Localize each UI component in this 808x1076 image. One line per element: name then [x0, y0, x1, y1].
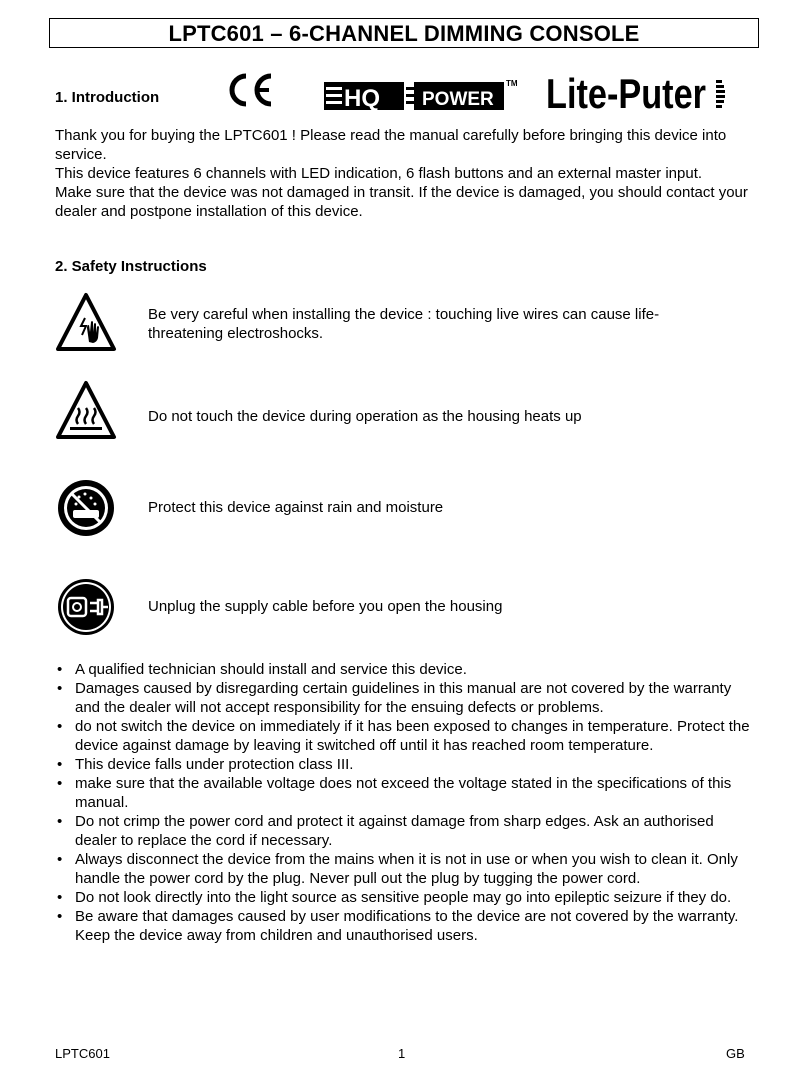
hot-surface-icon: [55, 380, 117, 442]
list-item: • Be aware that damages caused by user modifications to the device are not covered by the warranty. Keep the device away from children and unauthorised users.: [55, 907, 755, 945]
warning-text: Protect this device against rain and moisture: [148, 499, 444, 516]
footer-language: GB: [726, 1046, 745, 1061]
lite-puter-logo: [546, 66, 741, 116]
intro-paragraph: This device features 6 channels with LED indication, 6 flash buttons and an external master input.: [55, 165, 703, 182]
svg-text:HQ: HQ: [344, 85, 380, 112]
footer-model: LPTC601: [55, 1046, 110, 1061]
list-item: • make sure that the available voltage does not exceed the voltage stated in the specifications of this manual.: [55, 774, 755, 812]
svg-text:POWER: POWER: [422, 89, 494, 110]
rain-moisture-icon: [55, 477, 117, 539]
hq-power-logo: [322, 74, 522, 112]
list-item: • Always disconnect the device from the mains when it is not in use or when you wish to clean it. Only handle the power cord by the plug. Never pull out the plug by tugging the power cord.: [55, 850, 755, 888]
unplug-cable-icon: [55, 576, 117, 638]
list-item: • A qualified technician should install and service this device.: [55, 660, 755, 679]
ce-mark-logo: [226, 70, 276, 110]
list-item: • Do not look directly into the light source as sensitive people may go into epileptic seizure if they do.: [55, 888, 755, 907]
warning-text: Unplug the supply cable before you open the housing: [148, 598, 503, 615]
warning-text: Be very careful when installing the device : touching live wires can cause life-threatening electroshocks.: [148, 306, 660, 342]
list-item: • Do not crimp the power cord and protect it against damage from sharp edges. Ask an authorised dealer to replace the cord if necessary.: [55, 812, 755, 850]
safety-bullet-list: [55, 660, 755, 945]
list-item: • Damages caused by disregarding certain guidelines in this manual are not covered by the warranty and the dealer will not accept responsibility for the ensuing defects or problems.: [55, 679, 755, 717]
svg-text:Lite-Puter: Lite-Puter: [546, 70, 706, 116]
svg-text:TM: TM: [506, 79, 518, 88]
intro-text: [55, 126, 755, 221]
electric-shock-hand-icon: [55, 292, 117, 354]
safety-heading: 2. Safety Instructions: [55, 258, 207, 275]
list-item: • This device falls under protection class III.: [55, 755, 755, 774]
warning-text: Do not touch the device during operation as the housing heats up: [148, 408, 582, 425]
intro-paragraph: Make sure that the device was not damaged in transit. If the device is damaged, you should contact your dealer and postpone installation of this device.: [55, 184, 748, 220]
page-title: LPTC601 – 6-CHANNEL DIMMING CONSOLE: [49, 18, 759, 48]
intro-heading: 1. Introduction: [55, 89, 160, 106]
list-item: • do not switch the device on immediately if it has been exposed to changes in temperature. Protect the device against damage by leaving it switched off until it has reached room temperature.: [55, 717, 755, 755]
intro-paragraph: Thank you for buying the LPTC601 ! Please read the manual carefully before bringing this device into service.: [55, 127, 727, 163]
footer-page-number: 1: [398, 1046, 406, 1061]
